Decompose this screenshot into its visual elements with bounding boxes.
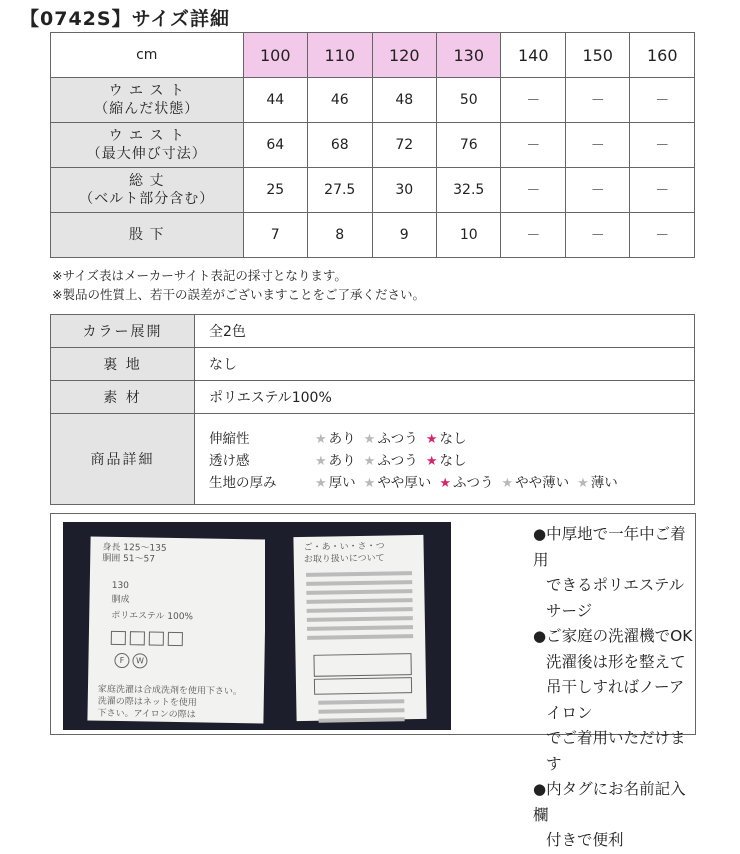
- table-cell: －: [630, 168, 695, 213]
- option-label: あり: [328, 431, 356, 447]
- option-label: なし: [439, 453, 467, 469]
- detail-option: [426, 427, 467, 447]
- option-label: やや厚い: [377, 475, 432, 491]
- care-label: [87, 536, 266, 723]
- size-header-row: [51, 33, 695, 78]
- unit-cell: cm: [51, 33, 244, 78]
- option-label: 厚い: [328, 475, 356, 491]
- table-cell: 72: [372, 123, 436, 168]
- info-value: ポリエステル100%: [195, 381, 695, 414]
- table-cell: 9: [372, 213, 436, 258]
- detail-option: [364, 471, 432, 491]
- info-label: 素 材: [51, 381, 195, 414]
- note-line: ※サイズ表はメーカーサイト表記の採寸となります。: [52, 268, 347, 283]
- star-icon: ★: [363, 454, 376, 469]
- bullet-icon: ●: [533, 780, 547, 798]
- table-cell: －: [565, 213, 629, 258]
- info-row-material: [51, 381, 695, 414]
- info-label: カラー展開: [51, 315, 195, 348]
- name-field-box: [314, 677, 412, 695]
- bullet-icon: ●: [533, 525, 547, 543]
- row-label-inseam: [51, 213, 244, 258]
- option-label: ふつう: [377, 431, 418, 447]
- table-cell: 27.5: [308, 168, 373, 213]
- bleach-icon: [130, 631, 145, 645]
- info-value: なし: [195, 348, 695, 381]
- detail-option: [315, 427, 356, 447]
- size-notes: [52, 266, 425, 304]
- label-text: 下さい。アイロンの際は: [97, 708, 196, 721]
- row-label-main: ウ エ ス ト: [108, 83, 185, 99]
- table-cell: 64: [243, 123, 307, 168]
- row-label-sub: （ベルト部分含む）: [79, 191, 215, 207]
- size-140: 140: [501, 33, 565, 78]
- list-item: 洗濯後は形を整えて: [546, 652, 686, 671]
- table-cell: －: [501, 123, 565, 168]
- option-label: なし: [439, 431, 467, 447]
- note-line: ※製品の性質上、若干の誤差がございますことをご了承ください。: [52, 287, 425, 302]
- detail-option: [501, 471, 569, 491]
- detail-label: 透け感: [209, 453, 250, 469]
- table-cell: 8: [308, 213, 373, 258]
- table-cell: －: [565, 78, 629, 123]
- star-icon: ★: [425, 454, 438, 469]
- table-cell: 46: [308, 78, 373, 123]
- option-label: ふつう: [452, 475, 494, 491]
- table-cell: 48: [372, 78, 436, 123]
- detail-option: [577, 471, 618, 491]
- care-symbols: [111, 631, 187, 646]
- table-cell: －: [630, 78, 695, 123]
- detail-option: [364, 449, 418, 469]
- label-fine-print: [306, 571, 413, 645]
- table-cell: 50: [436, 78, 501, 123]
- detail-option: [364, 427, 418, 447]
- table-cell: －: [565, 168, 629, 213]
- table-cell: 68: [308, 123, 373, 168]
- table-cell: －: [630, 123, 695, 168]
- info-label: 裏 地: [51, 348, 195, 381]
- star-icon: ★: [315, 432, 327, 447]
- detail-row: [209, 426, 694, 448]
- star-icon: ★: [363, 432, 376, 447]
- table-cell: 32.5: [436, 168, 501, 213]
- info-value: 全2色: [195, 315, 695, 348]
- label-text: 身長 125～135: [102, 542, 167, 554]
- row-label-waist: [51, 78, 244, 123]
- size-160: 160: [630, 33, 695, 78]
- star-icon: ★: [425, 432, 438, 447]
- detail-label: 伸縮性: [209, 431, 250, 447]
- list-item: ●ご家庭の洗濯機でOK: [533, 627, 693, 645]
- label-text: お取り扱いについて: [303, 553, 385, 565]
- wash-icon: [111, 631, 126, 645]
- table-cell: 7: [243, 213, 307, 258]
- table-cell: －: [501, 168, 565, 213]
- table-cell: 76: [436, 123, 501, 168]
- label-fine-print: [318, 699, 404, 727]
- photo-section: [50, 513, 696, 849]
- info-row-details: [51, 414, 695, 505]
- dryclean-icon: F: [114, 653, 129, 668]
- label-text: 洗濯の際はネットを使用: [97, 696, 197, 709]
- size-130: 130: [436, 33, 501, 78]
- page-title: 【0742S】サイズ詳細: [20, 8, 231, 30]
- row-label-sub: （最大伸び寸法）: [86, 146, 207, 162]
- row-label-main: ウ エ ス ト: [108, 128, 185, 144]
- star-icon: ★: [315, 454, 327, 469]
- table-row: [51, 78, 695, 123]
- detail-row: [209, 470, 694, 492]
- name-tag-label: [293, 535, 426, 721]
- star-icon: ★: [439, 476, 451, 491]
- star-icon: ★: [315, 476, 327, 491]
- option-label: あり: [328, 453, 356, 469]
- tag-photo-2: [265, 522, 451, 730]
- label-text: ポリエステル 100%: [111, 610, 194, 623]
- size-table: [50, 32, 695, 258]
- size-120: 120: [372, 33, 436, 78]
- table-cell: 10: [436, 213, 501, 258]
- option-label: ふつう: [377, 453, 418, 469]
- dry-icon: [149, 632, 164, 646]
- size-110: 110: [308, 33, 373, 78]
- label-text: 家庭洗濯は合成洗剤を使用下さい。: [97, 684, 243, 698]
- feature-list: [533, 522, 695, 854]
- label-text: 胴囲 51～57: [102, 553, 156, 565]
- info-row-lining: [51, 348, 695, 381]
- detail-option: [315, 449, 356, 469]
- table-cell: 44: [243, 78, 307, 123]
- list-item: でご着用いただけます: [546, 729, 686, 773]
- wetclean-icon: W: [132, 653, 147, 668]
- table-row: [51, 213, 695, 258]
- star-icon: ★: [363, 476, 376, 491]
- option-label: 薄い: [590, 475, 618, 491]
- label-text: 胴成: [111, 594, 130, 606]
- detail-option: [426, 449, 467, 469]
- option-label: やや薄い: [515, 475, 570, 491]
- list-item: 付きで便利: [546, 831, 624, 849]
- row-label-waist-max: [51, 123, 244, 168]
- star-icon: ★: [501, 476, 514, 491]
- row-label-main: 総 丈: [129, 173, 165, 189]
- table-row: [51, 168, 695, 213]
- size-100: 100: [243, 33, 307, 78]
- detail-option: [315, 471, 356, 491]
- row-label-sub: （縮んだ状態）: [94, 101, 200, 117]
- list-item: ●中厚地で一年中ご着用: [533, 525, 686, 569]
- list-item: できるポリエステルサージ: [546, 576, 685, 620]
- table-cell: －: [630, 213, 695, 258]
- table-cell: 25: [243, 168, 307, 213]
- table-row: [51, 123, 695, 168]
- detail-row: [209, 448, 694, 470]
- size-150: 150: [565, 33, 629, 78]
- detail-list: [195, 414, 695, 505]
- row-label-main: 股 下: [129, 227, 165, 243]
- detail-option: [439, 471, 493, 491]
- bullet-icon: ●: [533, 627, 547, 645]
- label-text: 130: [111, 580, 130, 592]
- label-text: ご・あ・い・さ・つ: [303, 541, 385, 553]
- list-item: 吊干しすればノーアイロン: [546, 678, 685, 722]
- table-cell: －: [501, 78, 565, 123]
- row-label-length: [51, 168, 244, 213]
- tag-photo-1: [63, 522, 295, 730]
- iron-icon: [168, 632, 183, 646]
- list-item: ●内タグにお名前記入欄: [533, 780, 686, 824]
- table-cell: 30: [372, 168, 436, 213]
- product-info-table: [50, 314, 695, 505]
- name-field-box: [313, 653, 411, 677]
- table-cell: －: [501, 213, 565, 258]
- info-label: 商品詳細: [51, 414, 195, 505]
- detail-label: 生地の厚み: [209, 475, 277, 491]
- info-row-color: [51, 315, 695, 348]
- table-cell: －: [565, 123, 629, 168]
- star-icon: ★: [577, 476, 589, 491]
